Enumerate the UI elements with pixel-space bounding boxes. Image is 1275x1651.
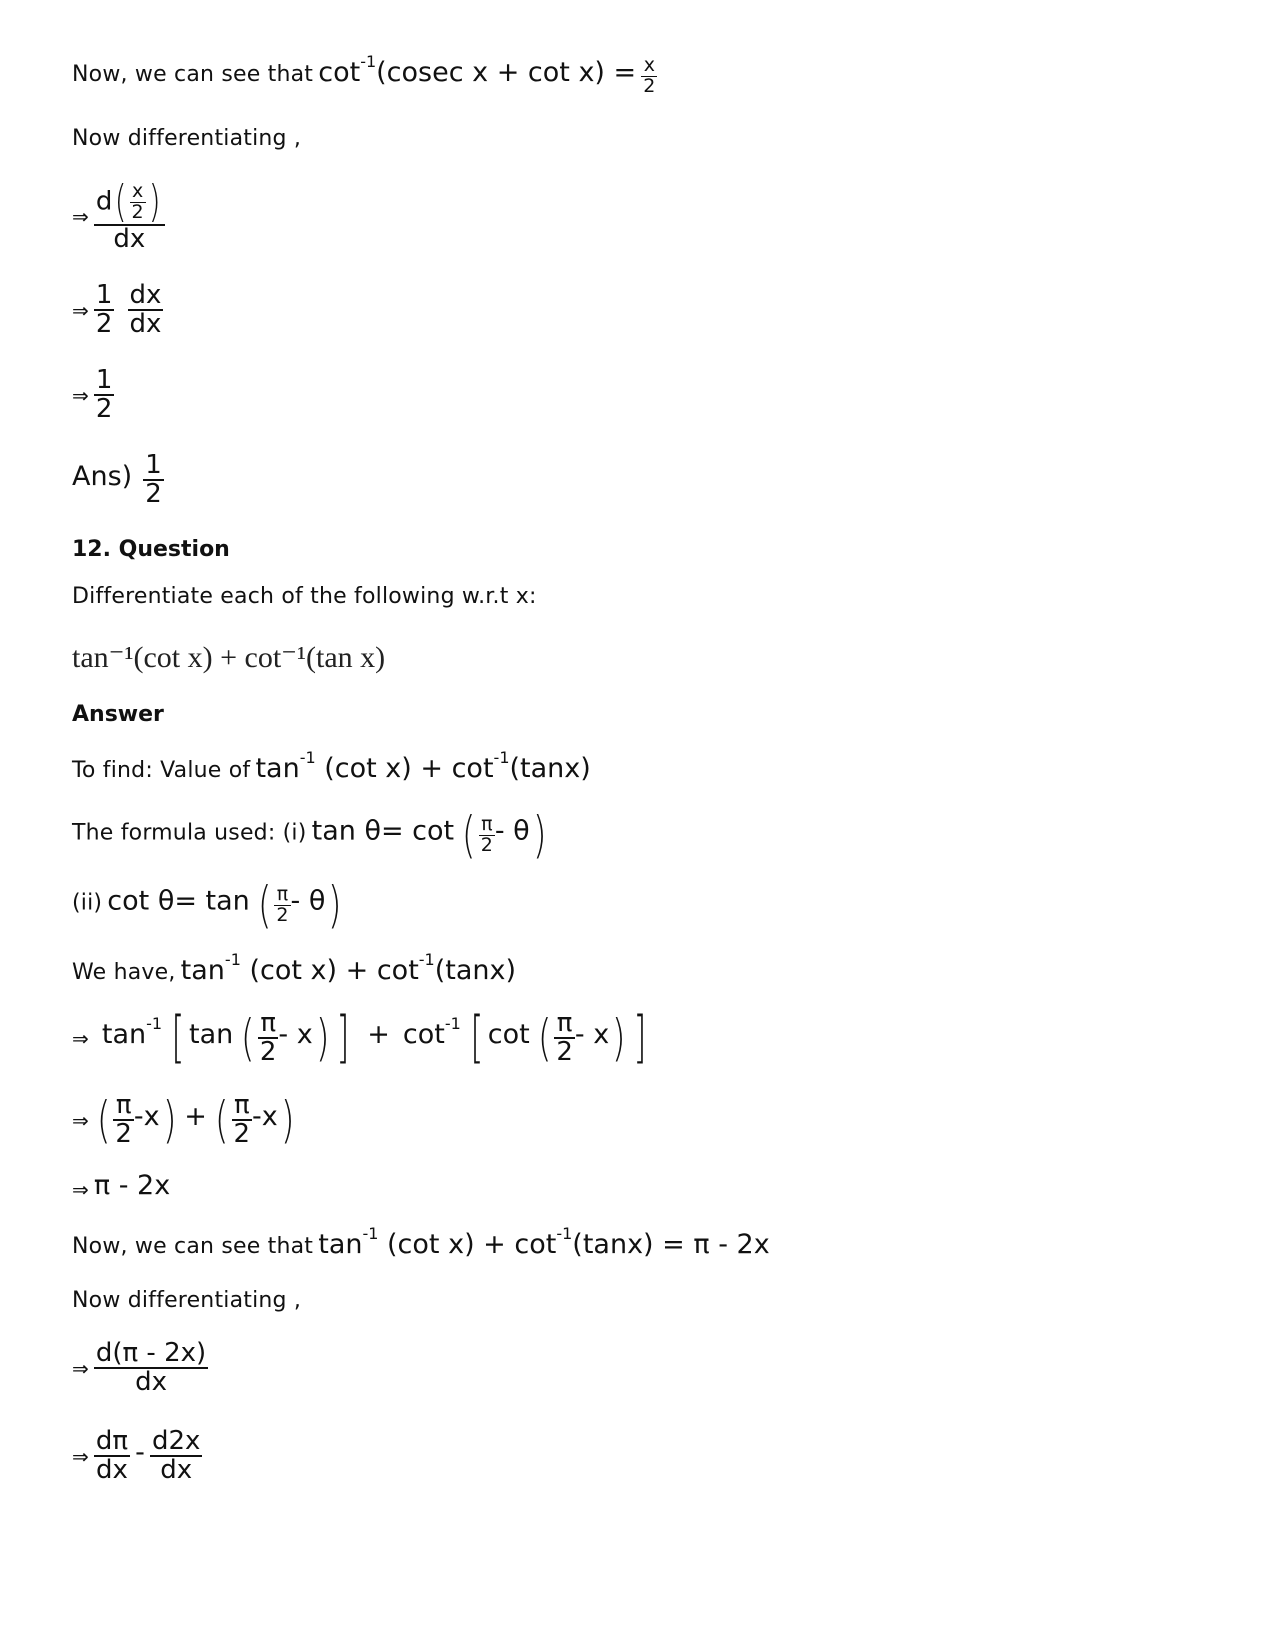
line-conclusion-2: Now, we can see that $\tan^{-1} (\cot$ $x) + \cot^{-1}(\tan x) = \pi - 2x$ [72,1224,770,1260]
text: Now, we can see that [72,62,314,87]
question-prompt: Differentiate each of the following w.r.t x: [72,584,537,609]
math: $\cot^{-1}(cosec$ x + cot x) = [318,52,637,88]
formula-2: (ii) cot θ= tan ( $\frac{\pi}{2}$ - θ) [72,876,342,934]
question-heading: 12. Question [72,537,230,562]
step-2: ⇒ ( $\frac{\pi}{2}$ -x) + ( $\frac{\pi}{2}$ -x) [72,1090,295,1150]
line-differentiating-1: Now differentiating , [72,126,302,151]
step-derivative-2: ⇒ $\frac{1}{2}$ $\frac{dx}{dx}$ [72,280,162,340]
we-have: We have, $\tan^{-1} (\cot$ $x) + \cot^{-1}(\tan x)$ [72,950,517,986]
step-derivative-3: ⇒ $\frac{1}{2}$ [72,365,113,425]
answer-heading: Answer [72,702,164,727]
formula-1: The formula used: (i) tan θ= cot ( $\frac{\pi}{2}$ - θ) [72,806,547,864]
to-find: To find: Value of $\tan^{-1} (\cot$ $x) + \cot^{-1}(\tan x)$ [72,748,591,784]
step-3: ⇒ π - 2x [72,1170,171,1202]
step-derivative-1: ⇒ d( $\frac{x}{2}$ ) dx [72,180,165,253]
step-derivative-5: ⇒ $\frac{d\pi}{dx}$ - $\frac{d2x}{dx}$ [72,1426,201,1486]
answer-line: Ans) $\frac{1}{2}$ [72,450,162,510]
fraction: d( $\frac{x}{2}$ ) dx [94,180,165,253]
fraction: $\frac{x}{2}$ [643,54,656,97]
question-expression: tan⁻¹(cot x) + cot⁻¹(tan x) [72,641,386,674]
step-derivative-4: ⇒ $\frac{d(\pi - 2x)}{dx}$ [72,1338,207,1398]
line-conclusion-1 [72,52,657,97]
step-1: ⇒ $\tan^{-1}$ [ tan ( $\frac{\pi}{2}$ - x) ] + $\cot^{-1}$ [ cot ( $\frac{\pi}{2}$ - x) ] [72,1005,647,1071]
line-differentiating-2: Now differentiating , [72,1288,302,1313]
